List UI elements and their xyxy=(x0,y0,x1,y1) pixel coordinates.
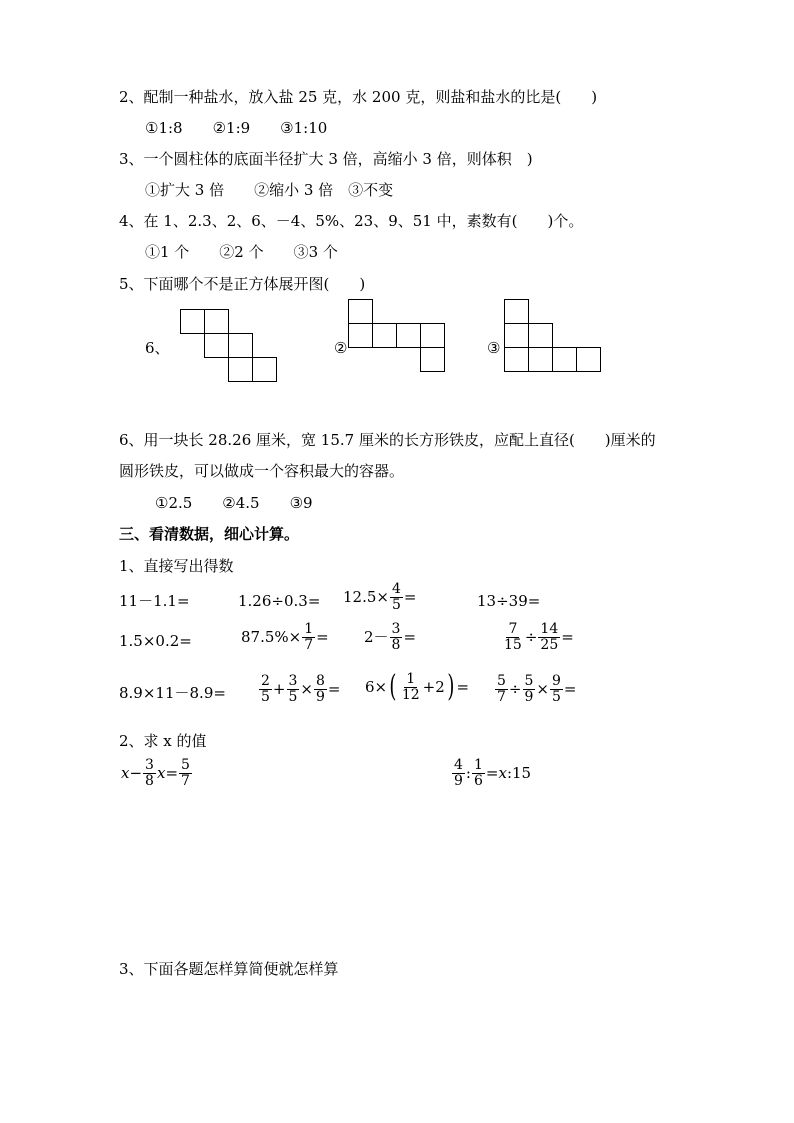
q3-options: ①扩大 3 倍 ②缩小 3 倍 ③不变 xyxy=(145,181,394,199)
calc-1-2: 1.26÷0.3= xyxy=(238,592,321,610)
section3-sub3: 3、下面各题怎样算简便就怎样算 xyxy=(119,960,339,978)
q5-text: 5、下面哪个不是正方体展开图( ) xyxy=(119,275,366,293)
equation-1: x − $\frac{3}{8}$ x = $\frac{5}{7}$ xyxy=(121,757,190,789)
cube-net-2 xyxy=(348,299,446,373)
calc-2-4: $\frac{7}{15}$ ÷ $\frac{14}{25}$ = xyxy=(504,621,574,653)
q5-option-1-label: 6、 xyxy=(145,339,170,357)
section3-sub1: 1、直接写出得数 xyxy=(119,557,234,575)
q4-options: ①1 个 ②2 个 ③3 个 xyxy=(145,243,338,261)
q2-text: 2、配制一种盐水，放入盐 25 克，水 200 克，则盐和盐水的比是( ) xyxy=(119,88,598,106)
q5-option-2-label: ② xyxy=(334,339,348,357)
calc-2-2: 87.5%× $\frac{1}{7}$ = xyxy=(241,621,329,653)
q3-text: 3、一个圆柱体的底面半径扩大 3 倍，高缩小 3 倍，则体积 ) xyxy=(119,150,533,168)
q6-text-line1: 6、用一块长 28.26 厘米，宽 15.7 厘米的长方形铁皮，应配上直径( )厘米的 xyxy=(119,431,656,449)
cube-net-3 xyxy=(504,299,602,373)
calc-1-3: 12.5× $\frac{4}{5}$ = xyxy=(343,581,417,613)
section3-title: 三、看清数据，细心计算。 xyxy=(119,525,300,543)
q4-text: 4、在 1、2.3、2、6、－4、5%、23、9、51 中，素数有( )个。 xyxy=(119,212,584,230)
q2-options: ①1:8 ②1:9 ③1:10 xyxy=(145,119,328,137)
calc-1-4: 13÷39= xyxy=(477,592,541,610)
q5-option-3-label: ③ xyxy=(487,339,501,357)
q6-text-line2: 圆形铁皮，可以做成一个容积最大的容器。 xyxy=(119,462,405,480)
equation-2: $\frac{4}{9}$ : $\frac{1}{6}$ = x : 15 xyxy=(454,757,532,789)
calc-3-3: 6× ( $\frac{1}{12}$ +2 ) = xyxy=(365,669,470,705)
calc-3-2: $\frac{2}{5}$ + $\frac{3}{5}$ × $\frac{8}{9}$ = xyxy=(261,673,341,705)
cube-net-1 xyxy=(180,309,278,383)
calc-2-1: 1.5×0.2= xyxy=(119,632,192,650)
section3-sub2: 2、求 x 的值 xyxy=(119,732,207,750)
calc-1-1: 11－1.1= xyxy=(119,592,190,610)
q6-options: ①2.5 ②4.5 ③9 xyxy=(155,494,313,512)
calc-3-4: $\frac{5}{7}$ ÷ $\frac{5}{9}$ × $\frac{9}{5}$ = xyxy=(497,673,577,705)
calc-2-3: 2－ $\frac{3}{8}$ = xyxy=(364,621,417,653)
calc-3-1: 8.9×11－8.9= xyxy=(119,684,226,702)
